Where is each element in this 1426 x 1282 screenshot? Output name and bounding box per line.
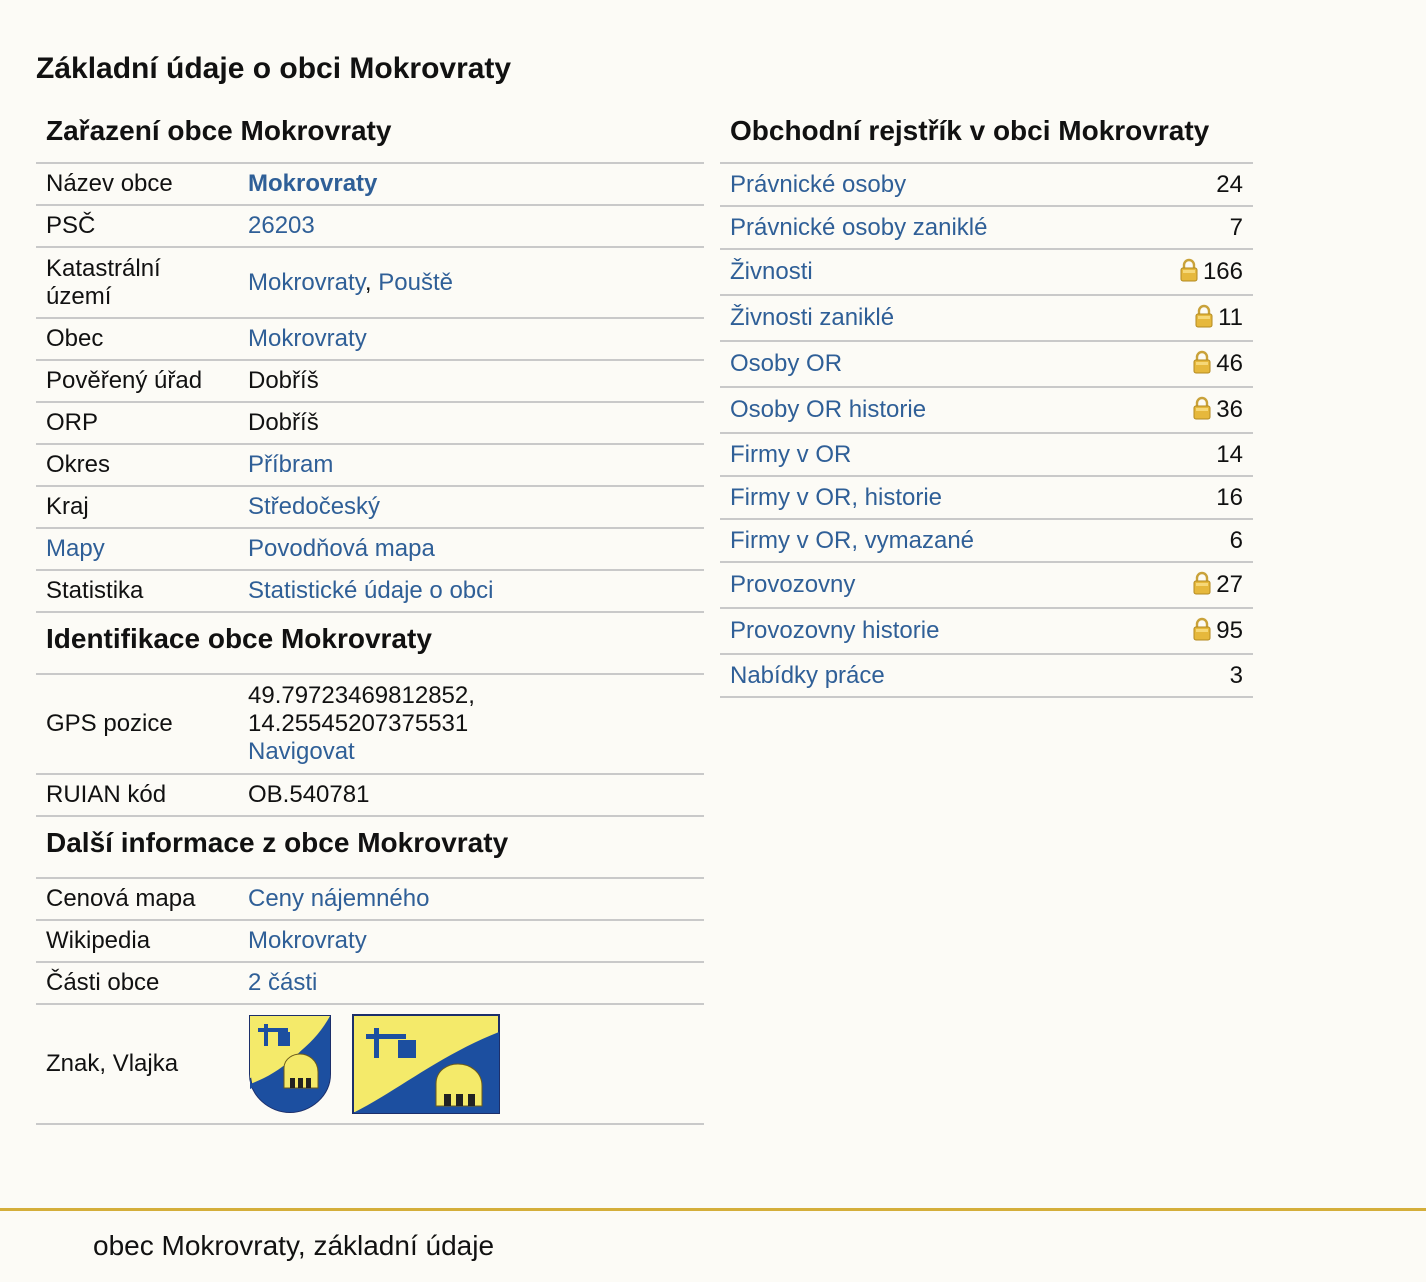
classification-title: Zařazení obce Mokrovraty xyxy=(36,112,704,164)
table-row xyxy=(36,570,704,612)
classification-table xyxy=(36,164,704,613)
table-row xyxy=(36,528,704,570)
table-row xyxy=(36,920,704,962)
row-value: Dobříš xyxy=(238,360,704,402)
registry-count-cell xyxy=(1129,206,1253,249)
cadastral-link-mokrovraty[interactable]: Mokrovraty xyxy=(248,268,365,296)
identification-table xyxy=(36,675,704,817)
registry-title: Obchodní rejstřík v obci Mokrovraty xyxy=(720,112,1253,164)
registry-row xyxy=(720,433,1253,476)
registry-link[interactable]: Nabídky práce xyxy=(730,661,885,689)
registry-count: 95 xyxy=(1216,617,1243,644)
registry-count: 7 xyxy=(1229,213,1243,241)
right-column xyxy=(720,112,1253,698)
footer-divider xyxy=(0,1208,1426,1211)
footer-text: obec Mokrovraty, základní údaje xyxy=(93,1230,495,1261)
ruian-value: OB.540781 xyxy=(238,774,704,816)
statistics-link[interactable]: Statistické údaje o obci xyxy=(248,577,494,604)
registry-count-cell xyxy=(1129,519,1253,562)
gps-latitude: 49.79723469812852, xyxy=(248,682,475,709)
rent-prices-link[interactable]: Ceny nájemného xyxy=(248,885,430,912)
more-info-table xyxy=(36,879,704,1125)
separator: , xyxy=(364,268,379,296)
registry-link[interactable]: Firmy v OR xyxy=(730,440,852,468)
row-key: Pověřený úřad xyxy=(36,360,238,402)
table-row xyxy=(36,675,704,774)
registry-count-cell xyxy=(1129,433,1253,476)
parts-link[interactable]: 2 části xyxy=(248,969,318,996)
row-key: RUIAN kód xyxy=(36,774,238,816)
row-key: Wikipedia xyxy=(36,920,238,962)
registry-count-cell xyxy=(1129,608,1253,654)
registry-link[interactable]: Firmy v OR, historie xyxy=(730,483,943,511)
table-row xyxy=(36,774,704,816)
lock-icon xyxy=(1194,304,1214,328)
navigate-link[interactable]: Navigovat xyxy=(248,738,355,765)
row-key: Obec xyxy=(36,318,238,360)
registry-count-cell xyxy=(1129,295,1253,341)
registry-count-cell xyxy=(1129,249,1253,295)
row-key: Katastrální území xyxy=(36,247,238,318)
registry-link[interactable]: Právnické osoby xyxy=(730,170,907,198)
registry-row xyxy=(720,206,1253,249)
table-row xyxy=(36,360,704,402)
lock-icon xyxy=(1192,396,1212,420)
left-column xyxy=(36,112,704,1125)
municipality-name-link[interactable]: Mokrovraty xyxy=(248,170,378,197)
registry-count-cell xyxy=(1129,164,1253,206)
table-row xyxy=(36,879,704,920)
row-key: Části obce xyxy=(36,962,238,1004)
table-row xyxy=(36,164,704,205)
registry-link[interactable]: Provozovny xyxy=(730,571,856,598)
row-value: Dobříš xyxy=(238,402,704,444)
registry-row xyxy=(720,562,1253,608)
table-row xyxy=(36,1004,704,1124)
registry-row xyxy=(720,654,1253,697)
table-row xyxy=(36,318,704,360)
registry-count: 14 xyxy=(1216,440,1243,468)
coat-of-arms-icon[interactable] xyxy=(248,1014,332,1114)
registry-count-cell xyxy=(1129,387,1253,433)
municipality-link[interactable]: Mokrovraty xyxy=(248,325,367,352)
registry-row xyxy=(720,608,1253,654)
registry-count: 27 xyxy=(1216,571,1243,598)
registry-link[interactable]: Firmy v OR, vymazané xyxy=(730,526,975,554)
registry-count: 36 xyxy=(1216,396,1243,423)
registry-link[interactable]: Osoby OR historie xyxy=(730,396,927,423)
flood-map-link[interactable]: Povodňová mapa xyxy=(248,535,435,562)
district-link[interactable]: Příbram xyxy=(248,451,334,478)
registry-link[interactable]: Živnosti xyxy=(730,258,813,285)
identification-title: Identifikace obce Mokrovraty xyxy=(36,613,704,675)
registry-link[interactable]: Osoby OR xyxy=(730,350,843,377)
gps-longitude: 14.25545207375531 xyxy=(248,710,469,737)
registry-count: 6 xyxy=(1229,526,1243,554)
registry-count-cell xyxy=(1129,562,1253,608)
registry-count: 3 xyxy=(1229,661,1243,689)
row-key: Znak, Vlajka xyxy=(36,1004,238,1124)
postal-code-link[interactable]: 26203 xyxy=(248,212,315,239)
lock-icon xyxy=(1192,617,1212,641)
flag-icon[interactable] xyxy=(352,1014,500,1114)
table-row xyxy=(36,962,704,1004)
registry-count: 166 xyxy=(1202,258,1243,285)
table-row xyxy=(36,444,704,486)
row-key: GPS pozice xyxy=(36,675,238,774)
registry-count-cell xyxy=(1129,654,1253,697)
table-row xyxy=(36,205,704,247)
row-key: Okres xyxy=(36,444,238,486)
row-key: Kraj xyxy=(36,486,238,528)
region-link[interactable]: Středočeský xyxy=(248,493,381,520)
registry-count: 16 xyxy=(1216,483,1243,511)
registry-row xyxy=(720,341,1253,387)
table-row xyxy=(36,486,704,528)
table-row xyxy=(36,247,704,318)
row-key: ORP xyxy=(36,402,238,444)
maps-link[interactable]: Mapy xyxy=(46,535,105,562)
row-key: Cenová mapa xyxy=(36,879,238,920)
registry-row xyxy=(720,476,1253,519)
row-key: Statistika xyxy=(36,570,238,612)
cadastral-link-pouste[interactable]: Pouště xyxy=(378,268,453,296)
lock-icon xyxy=(1179,258,1199,282)
registry-count-cell xyxy=(1129,341,1253,387)
wikipedia-link[interactable]: Mokrovraty xyxy=(248,927,367,954)
registry-link[interactable]: Právnické osoby zaniklé xyxy=(730,213,988,241)
registry-row xyxy=(720,295,1253,341)
lock-icon xyxy=(1192,571,1212,595)
row-key: PSČ xyxy=(36,205,238,247)
registry-link[interactable]: Živnosti zaniklé xyxy=(730,304,895,331)
table-row xyxy=(36,402,704,444)
registry-table xyxy=(720,164,1253,698)
registry-link[interactable]: Provozovny historie xyxy=(730,617,940,644)
lock-icon xyxy=(1192,350,1212,374)
row-key: Název obce xyxy=(36,164,238,205)
registry-row xyxy=(720,164,1253,206)
registry-count-cell xyxy=(1129,476,1253,519)
registry-count: 11 xyxy=(1218,304,1243,331)
page-title: Základní údaje o obci Mokrovraty xyxy=(36,52,512,85)
registry-row xyxy=(720,387,1253,433)
more-info-title: Další informace z obce Mokrovraty xyxy=(36,817,704,879)
registry-count: 24 xyxy=(1216,170,1243,198)
registry-count: 46 xyxy=(1216,350,1243,377)
registry-row xyxy=(720,519,1253,562)
registry-row xyxy=(720,249,1253,295)
